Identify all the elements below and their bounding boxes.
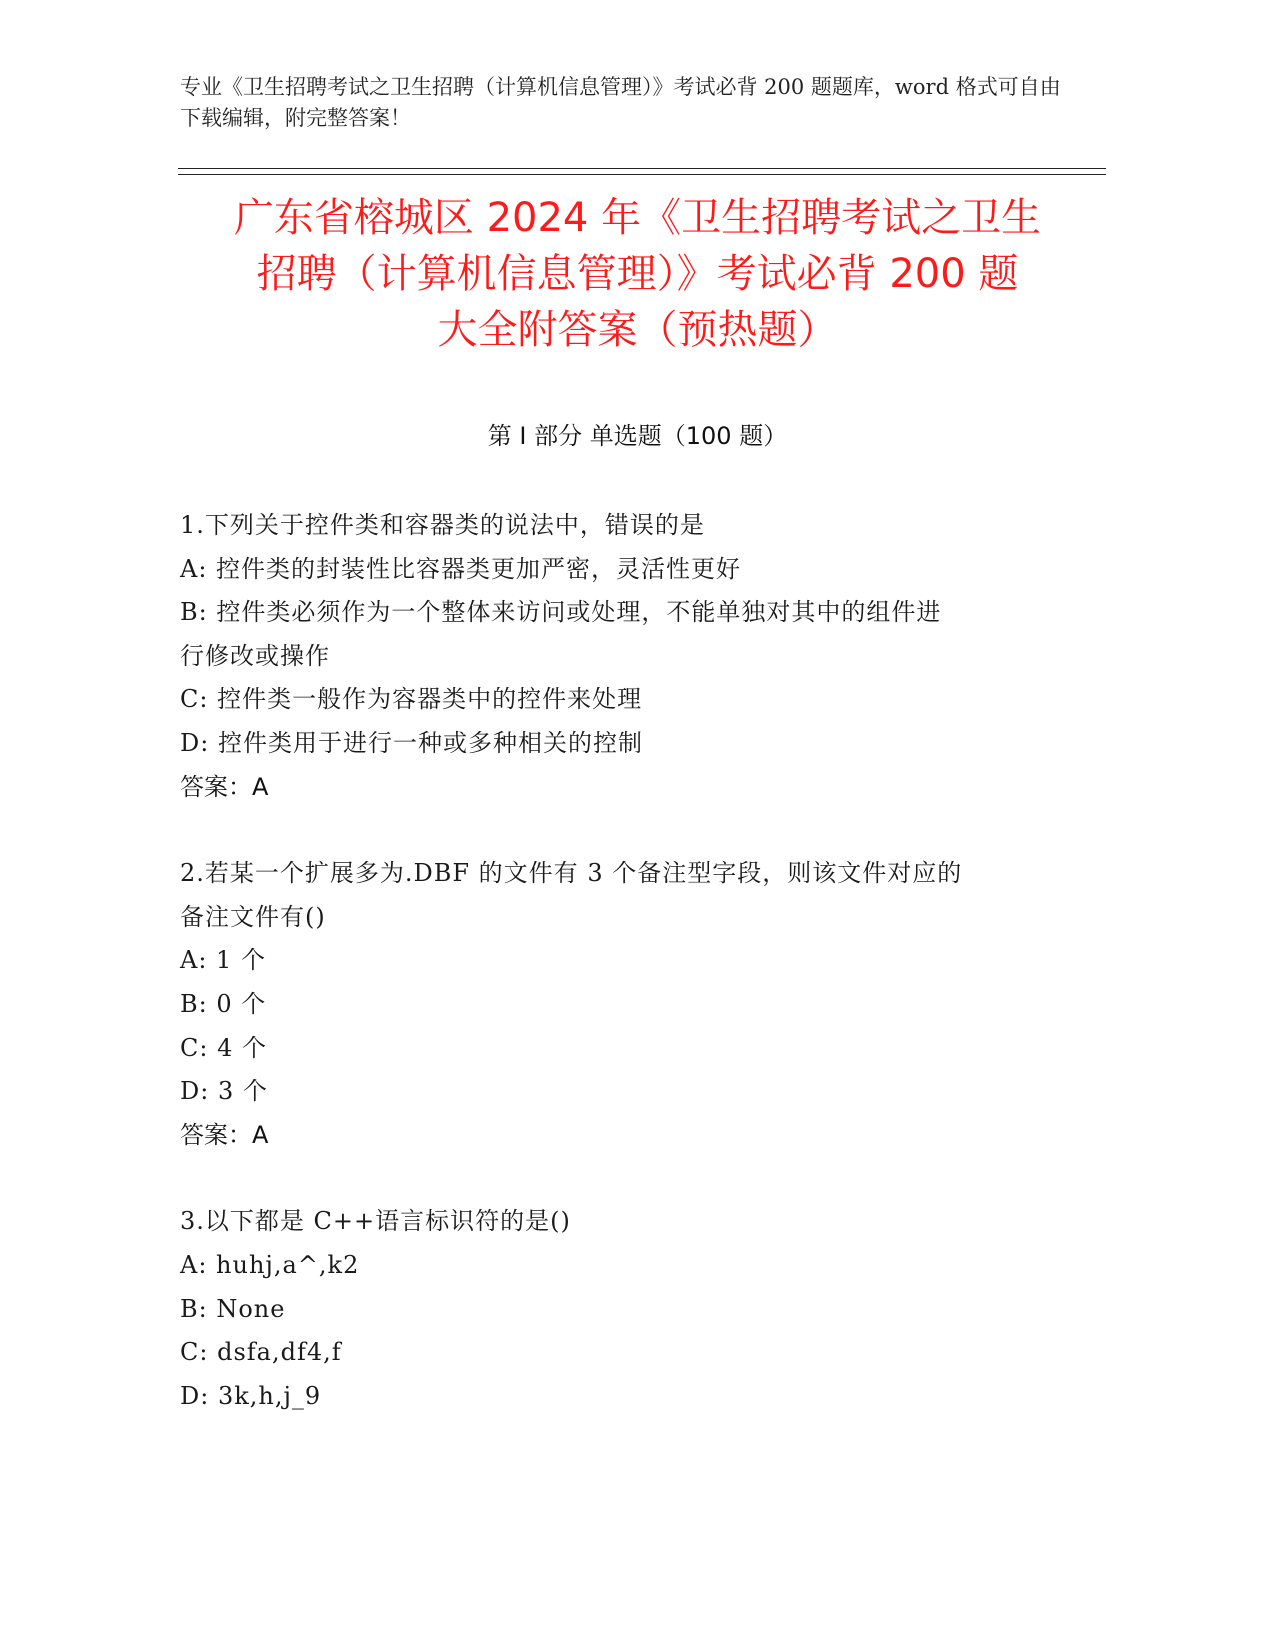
question-stem: 1.下列关于控件类和容器类的说法中，错误的是 [180,511,705,539]
document-title-line-2: 招聘（计算机信息管理）》考试必背 200 题 [256,251,1019,297]
header-note: 专业《卫生招聘考试之卫生招聘（计算机信息管理）》考试必背 200 题题库，word 格式可自由下载编辑，附完整答案！ [180,75,1061,130]
option-b: B: 0 个 [180,989,267,1018]
option-a: A: 1 个 [180,946,266,975]
question-stem: 2.若某一个扩展多为.DBF 的文件有 3 个备注型字段，则该文件对应的 [180,859,963,888]
option-d: D: 3k,h,j_9 [180,1381,322,1410]
option-c: C: 4 个 [180,1033,267,1062]
header-divider-top [178,168,1106,169]
document-title-line-3: 大全附答案（预热题） [437,307,838,353]
header-divider-bottom [178,174,1106,175]
option-c: C: dsfa,df4,f [180,1338,342,1367]
document-title [150,190,1125,358]
question-3 [180,1200,1040,1418]
answer: 答案：A [180,1120,269,1149]
section-title: 第 I 部分 单选题（100 题） [487,422,788,450]
document-title-line-1: 广东省榕城区 2024 年《卫生招聘考试之卫生 [233,195,1042,241]
question-stem-continued: 备注文件有() [180,902,326,931]
option-b-continued: 行修改或操作 [180,641,330,670]
question-list [180,504,1040,1461]
question-2 [180,852,1040,1157]
option-b: B: 控件类必须作为一个整体来访问或处理，不能单独对其中的组件进 [180,598,942,627]
option-a: A: 控件类的封装性比容器类更加严密，灵活性更好 [180,554,742,583]
option-a: A: huhj,a^,k2 [180,1250,360,1279]
question-stem: 3.以下都是 C++语言标识符的是() [180,1207,571,1236]
answer: 答案：A [180,772,269,801]
option-d: D: 3 个 [180,1077,268,1106]
option-b: B: None [180,1294,286,1323]
option-d: D: 控件类用于进行一种或多种相关的控制 [180,728,643,757]
option-c: C: 控件类一般作为容器类中的控件来处理 [180,685,643,714]
question-1 [180,504,1040,809]
